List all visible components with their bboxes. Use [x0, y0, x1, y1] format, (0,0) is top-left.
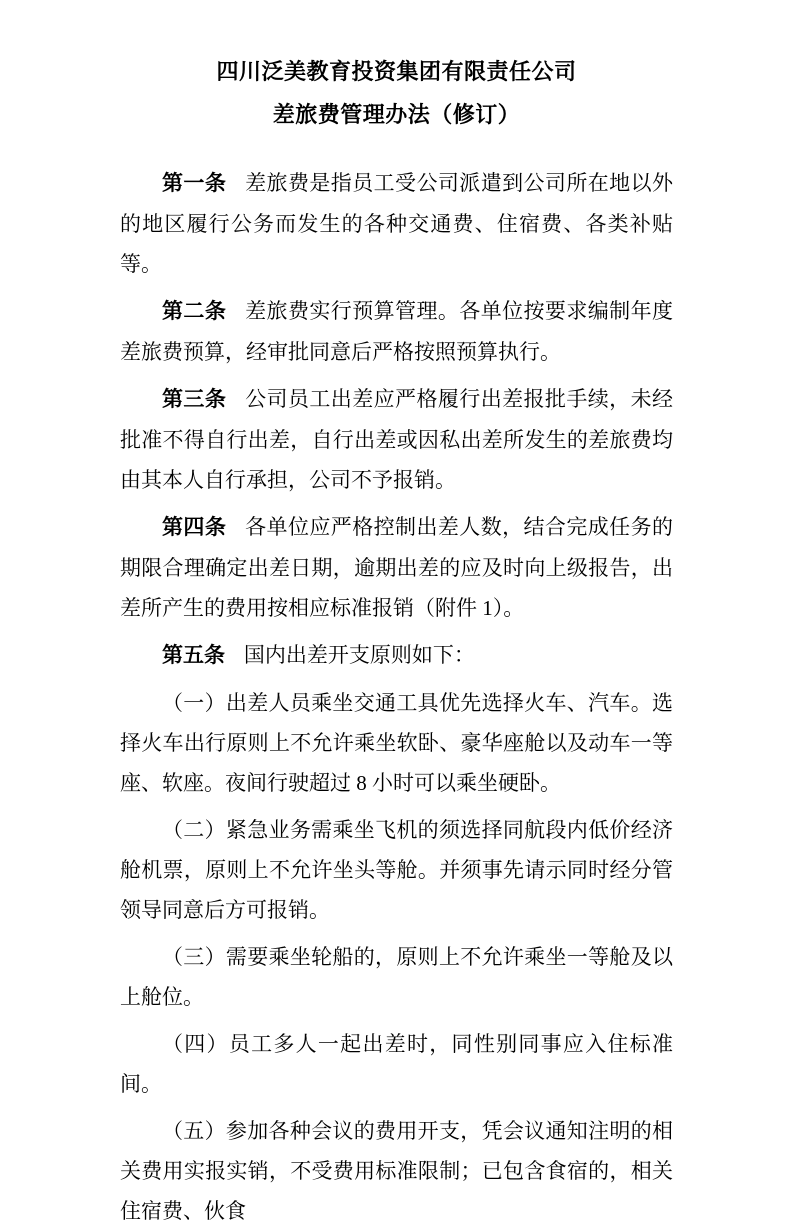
- policy-paragraph-article-4: [120, 507, 673, 628]
- policy-paragraph-article-1: [120, 163, 673, 284]
- article-label: 第三条: [162, 388, 227, 411]
- article-text: 公司员工出差应严格履行出差报批手续，未经批准不得自行出差，自行出差或因私出差所发生的差旅费均由其本人自行承担，公司不予报销。: [120, 387, 674, 492]
- item-text: （二）紧急业务需乘坐飞机的须选择同航段内低价经济舱机票，原则上不允许坐头等舱。并须事先请示同时经分管领导同意后方可报销。: [120, 818, 673, 922]
- policy-paragraph-item-2: [120, 810, 673, 930]
- document-title: 四川泛美教育投资集团有限责任公司: [216, 59, 577, 84]
- article-text: 国内出差开支原则如下：: [243, 643, 475, 667]
- item-text: （五）参加各种会议的费用开支，凭会议通知注明的相关费用实报实销，不受费用标准限制；已包含食宿的，相关住宿费、伙食: [120, 1119, 673, 1223]
- article-text: 各单位应严格控制出差人数，结合完成任务的期限合理确定出差日期，逾期出差的应及时向上级报告，出差所产生的费用按相应标准报销（附件 1）。: [120, 515, 674, 620]
- article-text: 差旅费是指员工受公司派遣到公司所在地以外的地区履行公务而发生的各种交通费、住宿费、各类补贴等。: [120, 171, 674, 276]
- item-text: （四）员工多人一起出差时，同性别同事应入住标准间。: [120, 1032, 673, 1096]
- policy-paragraph-item-1: [120, 683, 673, 803]
- policy-paragraph-article-2: [120, 291, 673, 372]
- article-label: 第一条: [162, 172, 227, 195]
- article-text: 差旅费实行预算管理。各单位按要求编制年度差旅费预算，经审批同意后严格按照预算执行。: [120, 299, 674, 364]
- policy-paragraph-article-5: [120, 635, 673, 676]
- policy-paragraph-article-3: [120, 379, 673, 500]
- policy-paragraph-item-5: [120, 1111, 673, 1231]
- policy-paragraph-item-3: [120, 937, 673, 1017]
- article-label: 第四条: [162, 516, 227, 539]
- document-subtitle: 差旅费管理办法（修订）: [272, 102, 521, 127]
- article-label: 第二条: [162, 300, 227, 323]
- item-text: （三）需要乘坐轮船的，原则上不允许乘坐一等舱及以上舱位。: [120, 945, 673, 1009]
- document-body: [120, 163, 673, 1231]
- article-label: 第五条: [162, 644, 225, 667]
- item-text: （一）出差人员乘坐交通工具优先选择火车、汽车。选择火车出行原则上不允许乘坐软卧、豪华座舱以及动车一等座、软座。夜间行驶超过 8 小时可以乘坐硬卧。: [120, 691, 673, 795]
- policy-paragraph-item-4: [120, 1024, 673, 1104]
